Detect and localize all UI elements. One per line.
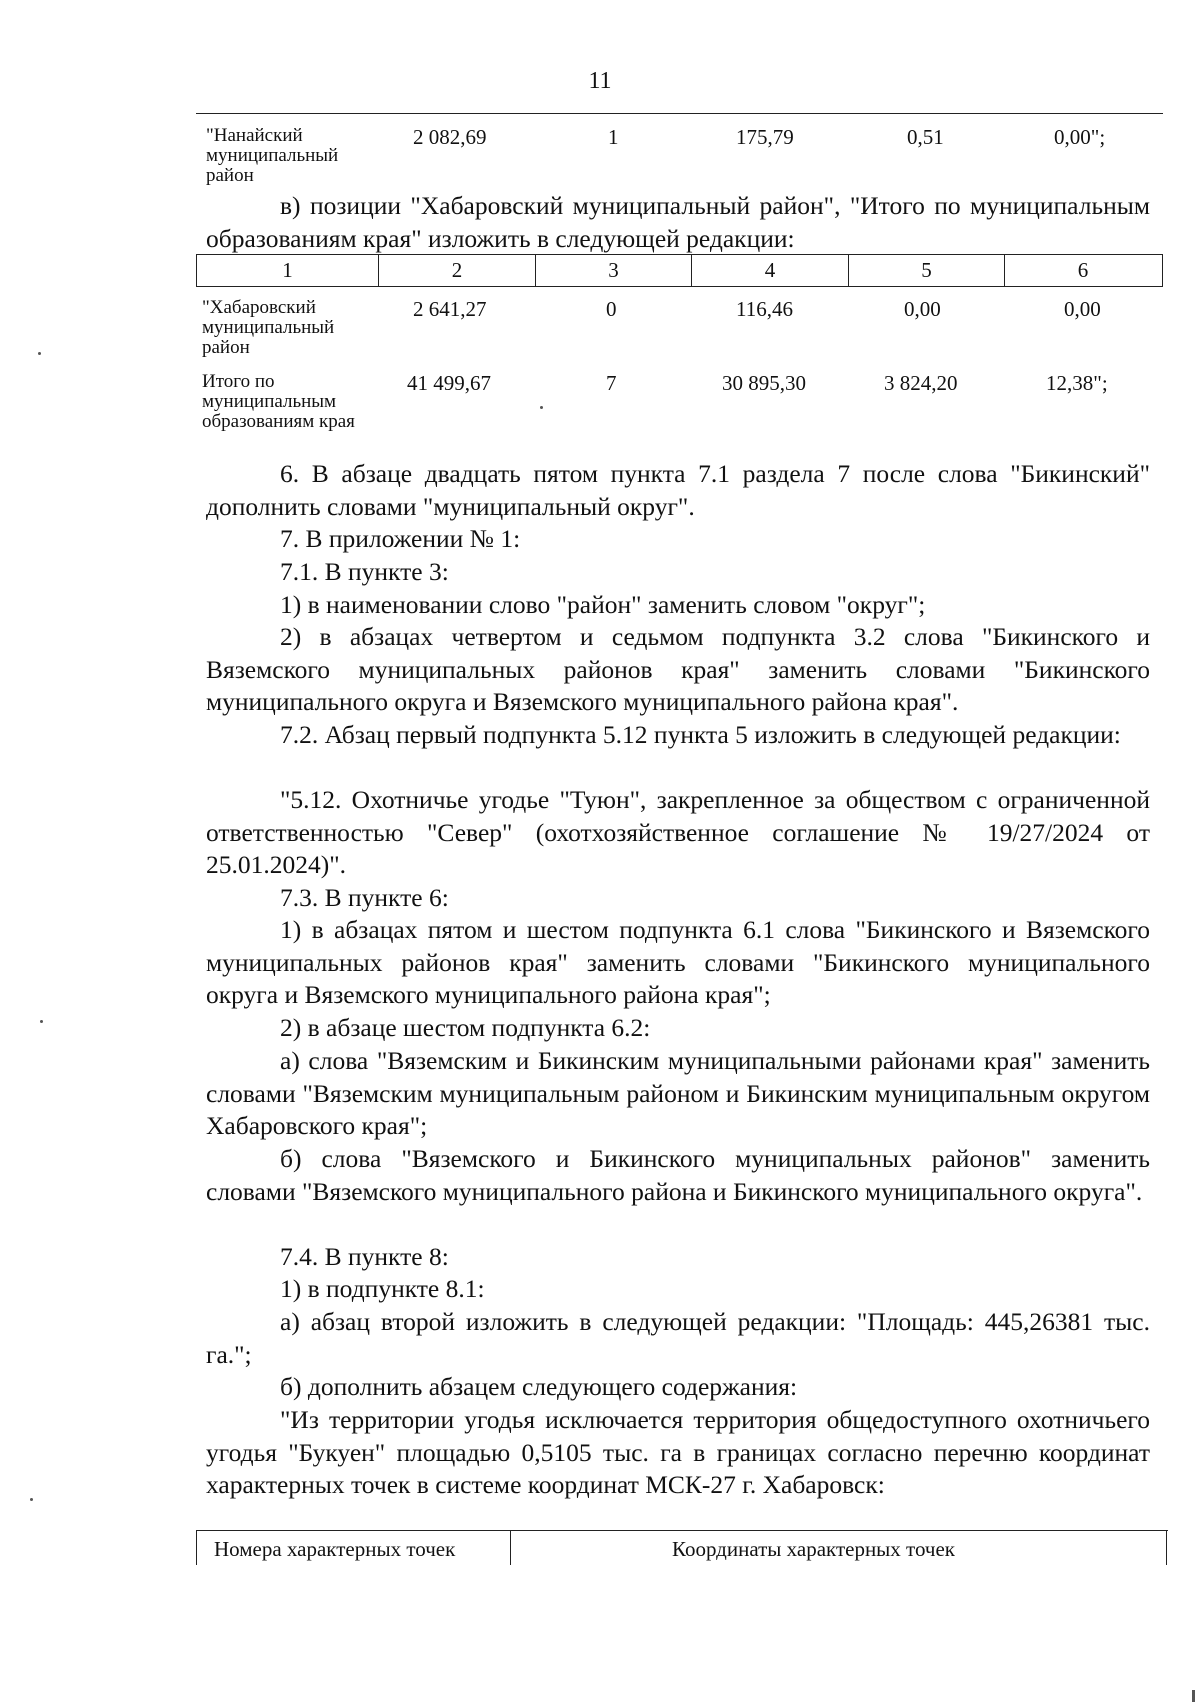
header-cell: 3 [536,255,692,286]
paragraph-7-3-1: 1) в абзацах пятом и шестом подпункта 6.1 слова "Бикинского и Вяземского муниципальных районов края" заменить словами "Бикинского муниципального округа и Вяземского муниципального района края"; [206,915,1150,1010]
paragraph-7-4-1: 1) в подпункте 8.1: [280,1274,485,1303]
paragraph-7-1-1: 1) в наименовании слово "район" заменить словом "округ"; [280,590,926,619]
paragraph-7: 7. В приложении № 1: [280,524,521,553]
paragraph-7-2-quote: "5.12. Охотничье угодье "Туюн", закрепленное за обществом с ограниченной ответственностью "Север" (охотхозяйственное соглашение № 19/27/2024 от 25.01.2024)". [206,785,1150,880]
paragraph-7-3: 7.3. В пункте 6: [280,883,449,912]
row-name: "Нанайский муниципальный район [206,125,339,186]
row-c5: 3 824,20 [884,371,958,395]
paragraph-7-3-2-a: а) слова "Вяземским и Бикинским муниципальными районами края" заменить словами "Вяземским муниципальным районом и Бикинским муниципальным округом Хабаровского края"; [206,1046,1150,1141]
row-c2: 41 499,67 [407,371,491,395]
scan-speck [30,1498,33,1501]
row-c4: 116,46 [736,297,793,321]
row-c2: 2 641,27 [413,297,487,321]
paragraph-7-4-1-a: а) абзац второй изложить в следующей редакции: "Площадь: 445,26381 тыс. га."; [206,1307,1150,1369]
scan-speck [38,352,41,355]
paragraph-7-2: 7.2. Абзац первый подпункта 5.12 пункта 5 изложить в следующей редакции: [280,720,1121,749]
header-cell: 6 [1077,258,1089,282]
scan-speck [1192,1690,1195,1702]
paragraph-7-3-2: 2) в абзаце шестом подпункта 6.2: [280,1013,651,1042]
row-c6: 12,38"; [1046,371,1108,395]
row-c6: 0,00"; [1054,125,1106,149]
paragraph-6: 6. В абзаце двадцать пятом пункта 7.1 раздела 7 после слова "Бикинский" дополнить словами "муниципальный округ". [206,459,1150,521]
row-c6: 0,00 [1064,297,1101,321]
header-cell: 4 [692,255,849,286]
row-c4: 175,79 [736,125,794,149]
header-cell-coordinates: Координаты характерных точек [672,1537,955,1561]
table-top-rule [196,113,1163,114]
row-name: "Хабаровский муниципальный район [202,297,335,358]
table-header [196,254,1163,287]
row-c5: 0,51 [907,125,944,149]
header-cell: 2 [379,255,536,286]
table-row [0,372,1200,458]
coordinates-table-header [196,1530,1168,1564]
header-cell: 1 [197,255,379,286]
scan-speck [40,1020,43,1023]
paragraph-7-1: 7.1. В пункте 3: [280,557,449,586]
row-c5: 0,00 [904,297,941,321]
page-number: 11 [588,68,612,94]
table-border [510,1531,511,1565]
row-c4: 30 895,30 [722,371,806,395]
paragraph-7-1-2: 2) в абзацах четвертом и седьмом подпункта 3.2 слова "Бикинского и Вяземского муниципальных районов края" заменить словами "Бикинского муниципального округа и Вяземского муниципального района края". [206,622,1150,717]
paragraph-v: в) позиции "Хабаровский муниципальный район", "Итого по муниципальным образованиям края" изложить в следующей редакции: [206,191,1150,253]
scan-speck [540,406,543,409]
header-cell-points: Номера характерных точек [214,1537,456,1561]
row-c3: 0 [606,297,617,321]
table-row [0,126,1200,192]
table-row [0,298,1200,364]
paragraph-7-4: 7.4. В пункте 8: [280,1242,449,1271]
row-c3: 1 [608,125,619,149]
row-c3: 7 [606,371,617,395]
paragraph-7-3-2-b: б) слова "Вяземского и Бикинского муниципальных районов" заменить словами "Вяземского муниципального района и Бикинского муниципального округа". [206,1144,1150,1206]
table-border [1166,1531,1167,1565]
row-c2: 2 082,69 [413,125,487,149]
header-cell: 5 [849,255,1005,286]
table-border [196,1531,197,1565]
paragraph-7-4-quote: "Из территории угодья исключается территория общедоступного охотничьего угодья "Букуен" площадью 0,5105 тыс. га в границах согласно перечню координат характерных точек в системе координат МСК-27 г. Хабаровск: [206,1405,1150,1500]
paragraph-7-4-1-b: б) дополнить абзацем следующего содержания: [280,1372,798,1401]
row-name: Итого по муниципальным образованиям края [202,371,355,432]
